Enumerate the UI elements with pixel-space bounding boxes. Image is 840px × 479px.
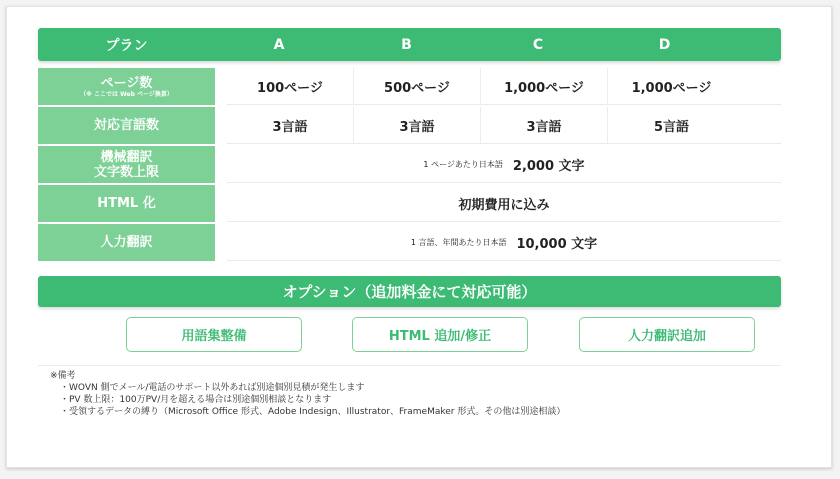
- plan-a-languages: 3言語: [227, 107, 354, 143]
- notes-section: [50, 370, 565, 418]
- html-value: 初期費用に込み: [458, 197, 550, 213]
- machine-translation-value-cell: [227, 146, 781, 182]
- row-html-cells: [227, 185, 781, 222]
- row-pages-cells: [227, 68, 781, 105]
- note-item: ・PV 数上限：100万PV/月を超える場合は別途個別相談となります: [60, 395, 332, 405]
- row-languages-label: 対応言語数: [38, 107, 215, 144]
- human-translation-option-button[interactable]: 人力翻訳追加: [579, 317, 755, 352]
- machine-translation-value: 2,000 文字: [512, 158, 585, 174]
- plan-c-header: C: [532, 36, 544, 53]
- human-translation-prefix: 1 言語、年間あたり日本語: [410, 237, 507, 247]
- row-machine-translation-cells: [227, 146, 781, 183]
- human-translation-value: 10,000 文字: [516, 236, 598, 252]
- row-languages-cells: [227, 107, 781, 144]
- machine-translation-prefix: 1 ページあたり日本語: [423, 159, 503, 169]
- notes-heading: ※備考: [50, 371, 76, 381]
- row-human-translation: [38, 224, 781, 261]
- plan-d-pages: 1,000ページ: [631, 80, 712, 96]
- row-pages-sublabel: （※ ここでは Web ページ換算）: [80, 90, 173, 98]
- plan-b-languages: 3言語: [354, 107, 481, 143]
- human-translation-value-cell: [227, 224, 781, 260]
- plan-header-label: プラン: [105, 37, 148, 54]
- note-item: ・WOVN 側でメール/電話のサポート以外あれば別途個別見積が発生します: [60, 383, 365, 393]
- options-title: オプション（追加料金にて対応可能）: [282, 283, 537, 301]
- row-machine-translation: [38, 146, 781, 183]
- plan-b-header: B: [401, 36, 412, 53]
- row-html: [38, 185, 781, 222]
- note-item: ・受領するデータの縛り（Microsoft Office 形式、Adobe Indesign、Illustrator、FrameMaker 形式。その他は別途相談）: [60, 407, 566, 417]
- plan-b-pages: 500ページ: [354, 68, 481, 104]
- row-human-translation-cells: [227, 224, 781, 261]
- options-title-bar: [38, 276, 781, 307]
- row-pages-label-text: ページ数: [100, 75, 153, 91]
- row-human-translation-label: 人力翻訳: [38, 224, 215, 261]
- row-machine-translation-label-line1: 機械翻訳: [100, 149, 153, 165]
- plan-d-languages: 5言語: [653, 119, 690, 135]
- notes-divider: [38, 365, 781, 366]
- row-languages: [38, 107, 781, 144]
- html-edit-option-button[interactable]: HTML 追加/修正: [352, 317, 528, 352]
- row-machine-translation-label: [38, 146, 215, 183]
- row-machine-translation-label-line2: 文字数上限: [93, 164, 159, 180]
- plan-a-header: A: [273, 36, 285, 53]
- plan-header-bar: [38, 28, 781, 61]
- plan-c-pages: 1,000ページ: [481, 68, 608, 104]
- glossary-option-button[interactable]: 用語集整備: [126, 317, 302, 352]
- row-pages: [38, 68, 781, 105]
- plan-c-languages: 3言語: [481, 107, 608, 143]
- row-html-label: HTML 化: [38, 185, 215, 222]
- plan-d-header: D: [658, 36, 671, 53]
- plan-a-pages: 100ページ: [227, 68, 354, 104]
- row-pages-label: [38, 68, 215, 105]
